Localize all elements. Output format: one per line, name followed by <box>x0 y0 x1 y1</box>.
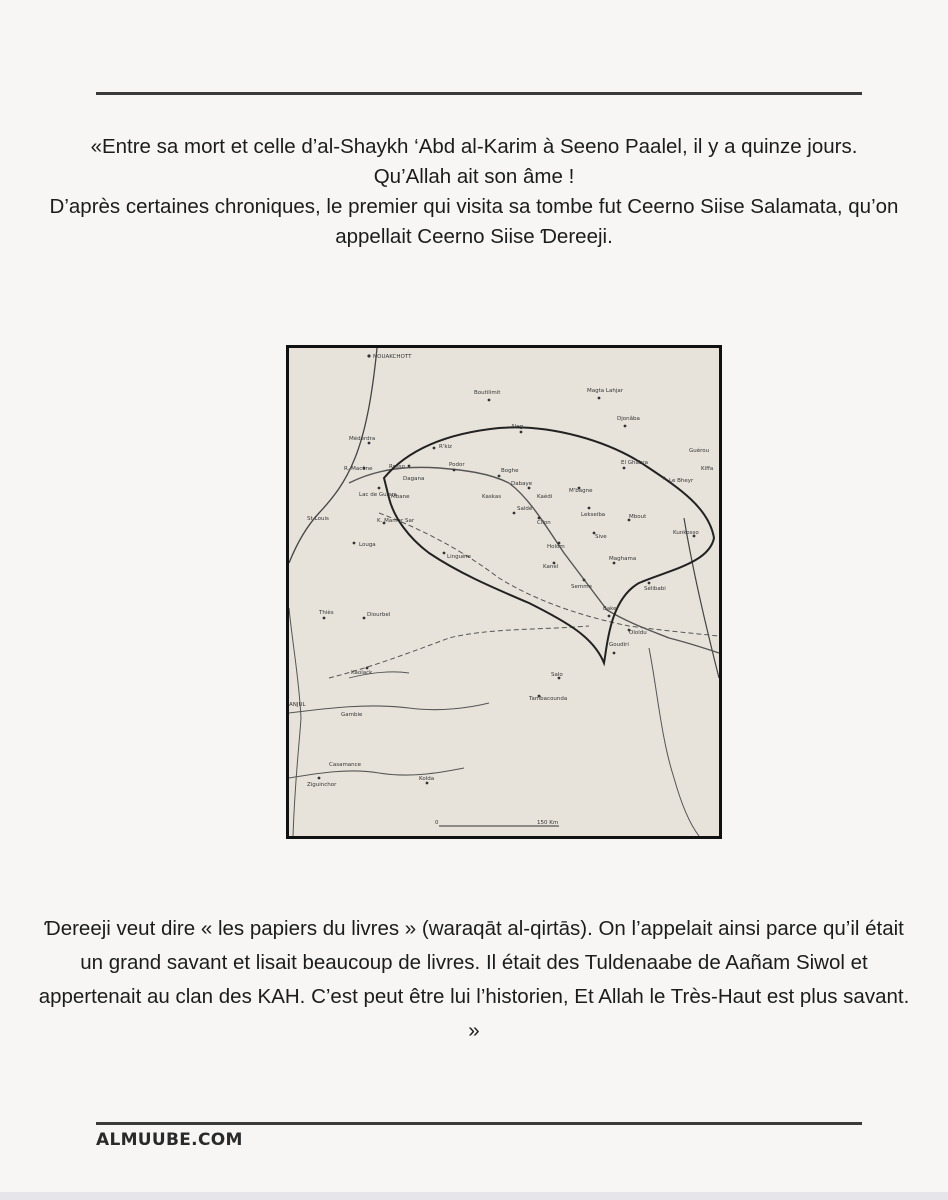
map-label-kunkosso: Kunkosso <box>673 530 699 536</box>
map-label-kolda: Kolda <box>419 776 435 782</box>
map-label-k-mamar-sar: K. Mamar Sar <box>377 518 415 524</box>
map-label-nouakchott: NOUAKCHOTT <box>373 354 412 360</box>
page-bottom-strip <box>0 1192 948 1200</box>
intro-quote <box>40 132 908 252</box>
intro-line-3: D’après certaines chroniques, le premier qui visita sa tombe fut Ceerno Siise Salamata, qu’on appellait Ceerno Siise Ɗereeji. <box>49 195 899 248</box>
map-label-bakel: Bakel <box>603 606 619 612</box>
map-label-ziguinchor: Ziguinchor <box>307 782 337 788</box>
map-label-holom: Holom <box>547 544 565 550</box>
map-label-le-bheyr: Le Bheyr <box>669 478 694 484</box>
map-label-podor: Podor <box>449 462 465 468</box>
map-label-banjul: ANJUL <box>289 702 306 708</box>
map-label-mbane: Mbane <box>391 494 410 500</box>
map-label-mbout: Mbout <box>629 514 647 520</box>
map-label-kaskas: Kaskas <box>482 494 502 500</box>
map-label-salo: Salo <box>551 672 563 678</box>
map-label-aleg: Aleg <box>511 424 524 430</box>
map-label-dagana: Dagana <box>403 476 425 482</box>
map-label-boghe: Boghe <box>501 468 519 474</box>
map-label-sive: Sive <box>595 534 607 540</box>
map-label-cilon: Cilon <box>537 520 551 526</box>
site-footer: ALMUUBE.COM <box>96 1130 243 1150</box>
map-image <box>286 345 722 839</box>
top-divider <box>96 92 862 95</box>
intro-line-1: «Entre sa mort et celle d’al-Shaykh ‘Abd al-Karim à Seeno Paalel, il y a quinze jours. <box>90 135 858 158</box>
map-label-boutilimit: Boutilimit <box>474 390 501 396</box>
map-label-kanel: Kanel <box>543 564 559 570</box>
map-label-r-macene: R. Macène <box>344 466 373 472</box>
map-label-gambie: Gambie <box>341 712 363 718</box>
map-label-rkiz: R'kiz <box>439 444 452 450</box>
map-label-kaedi: Kaédi <box>537 494 553 500</box>
map-label-tambacounda: Tambacounda <box>529 696 568 702</box>
map-label-magta-lahjar: Magta Lahjar <box>587 388 623 394</box>
map-label-scale-zero: 0 <box>435 820 439 826</box>
map-label-rosso: Rosso <box>389 464 406 470</box>
map-drawing <box>289 348 719 836</box>
closing-quote: Ɗereeji veut dire « les papiers du livres » (waraqāt al-qirtās). On l’appelait ainsi parce qu’il était un grand savant et lisait beaucoup de livres. Il était des Tuldenaabe de Aañam Siwol et appertenait au clan des KAH. C’est peut être lui l’historien, Et Allah le Très-Haut est plus savant. » <box>38 917 910 1042</box>
map-label-semme: Semme <box>571 584 592 590</box>
map-label-diourbel: Diourbel <box>367 612 391 618</box>
map-label-scale: 150 Km <box>537 820 559 826</box>
map-label-selibabi: Sélibabi <box>644 586 666 592</box>
map-label-mederdra: Médérdra <box>349 436 376 442</box>
map-label-dabaye: Dabaye <box>511 481 533 487</box>
map-label-salde: Saldé <box>517 506 533 512</box>
map-label-thies: Thiès <box>319 610 334 616</box>
map-label-lekseiba: Lekseiba <box>581 512 606 518</box>
map-label-goudiri: Goudiri <box>609 642 629 648</box>
map-label-louga: Louga <box>359 542 376 548</box>
map-label-guerou: Guérou <box>689 448 710 454</box>
intro-line-2: Qu’Allah ait son âme ! <box>373 165 575 188</box>
map-label-djonaba: Djonâba <box>617 416 640 422</box>
map-label-linguere: Linguère <box>447 554 471 560</box>
bottom-divider <box>96 1122 862 1125</box>
map-label-casamance: Casamance <box>329 762 362 768</box>
map-label-mbagne: M'bagne <box>569 488 593 494</box>
map-label-kaolack: Kaolack <box>351 670 373 676</box>
map-label-st-louis: St-Louis <box>307 516 329 522</box>
map-label-lac-de-guiers: Lac de Guiers <box>359 492 397 498</box>
map-label-el-ghabra: El Ghabra <box>621 460 648 466</box>
map-label-maghama: Maghama <box>609 556 637 562</box>
map-label-diolde: Ololdu <box>629 630 647 636</box>
map-label-kiffa: Kiffa <box>701 466 714 472</box>
